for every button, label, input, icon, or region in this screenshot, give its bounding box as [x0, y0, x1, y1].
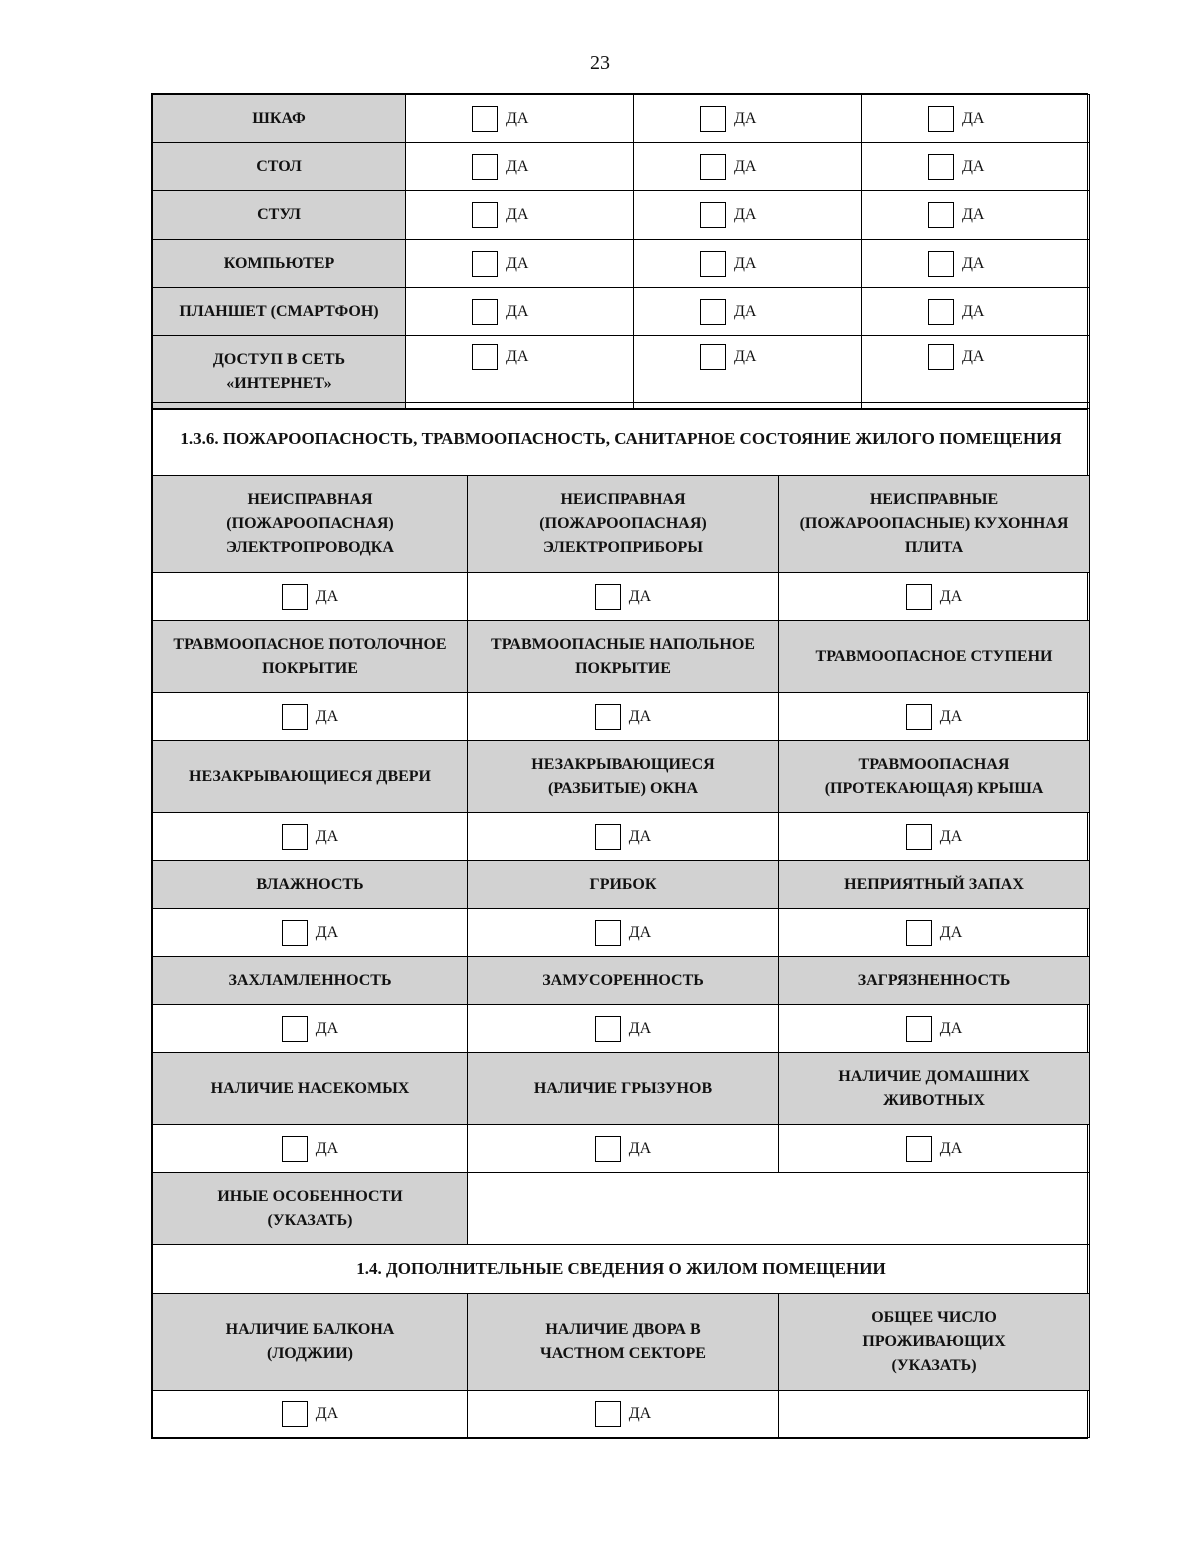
hazard-header-row	[153, 741, 1090, 813]
hazard-answer-row	[153, 909, 1090, 957]
equipment-yes-checkbox[interactable]	[472, 154, 498, 180]
hazard-answer-cell	[153, 1005, 468, 1053]
equipment-yes-checkbox[interactable]	[700, 106, 726, 132]
yes-label: ДА	[628, 1019, 652, 1037]
yes-label: ДА	[962, 206, 985, 223]
balcony-yes-checkbox[interactable]	[282, 1401, 308, 1427]
yes-label: ДА	[506, 348, 529, 365]
yes-label: ДА	[939, 827, 963, 845]
hazard-label: НЕИСПРАВНЫЕ (ПОЖАРООПАСНЫЕ) КУХОННАЯ ПЛИТА	[779, 476, 1090, 573]
hazard-answer-cell	[468, 909, 779, 957]
yes-label: ДА	[939, 587, 963, 605]
yes-label: ДА	[734, 206, 757, 223]
equipment-answer-cell	[862, 191, 1090, 240]
hazard-answer-cell	[468, 1125, 779, 1173]
hazard-header-row	[153, 957, 1090, 1005]
additional-info-label: НАЛИЧИЕ БАЛКОНА (ЛОДЖИИ)	[153, 1294, 468, 1391]
equipment-yes-checkbox[interactable]	[472, 299, 498, 325]
equipment-yes-checkbox[interactable]	[700, 202, 726, 228]
equipment-label: СТУЛ	[153, 191, 406, 240]
yes-label: ДА	[734, 254, 757, 272]
hazard-label: ГРИБОК	[468, 861, 779, 909]
yes-label: ДА	[315, 1019, 339, 1037]
hazard-answer-cell	[779, 813, 1090, 861]
yes-label: ДА	[628, 587, 652, 605]
equipment-yes-checkbox[interactable]	[928, 344, 954, 370]
yes-label: ДА	[962, 302, 985, 320]
hazard-yes-checkbox[interactable]	[595, 1016, 621, 1042]
hazard-yes-checkbox[interactable]	[906, 704, 932, 730]
hazard-answer-cell	[153, 1125, 468, 1173]
hazard-answer-row	[153, 573, 1090, 621]
hazard-yes-checkbox[interactable]	[282, 1016, 308, 1042]
hazard-answer-cell	[779, 909, 1090, 957]
yes-label: ДА	[962, 109, 985, 127]
hazard-answer-cell	[153, 573, 468, 621]
hazard-yes-checkbox[interactable]	[595, 920, 621, 946]
yes-label: ДА	[315, 923, 339, 941]
equipment-yes-checkbox[interactable]	[700, 344, 726, 370]
hazard-answer-cell	[779, 573, 1090, 621]
equipment-answer-cell	[406, 288, 634, 336]
hazard-yes-checkbox[interactable]	[906, 1136, 932, 1162]
hazard-answer-row	[153, 693, 1090, 741]
yes-label: ДА	[315, 1139, 339, 1157]
equipment-yes-checkbox[interactable]	[928, 202, 954, 228]
equipment-yes-checkbox[interactable]	[472, 202, 498, 228]
equipment-answer-cell	[634, 143, 862, 191]
yes-label: ДА	[939, 1019, 963, 1037]
equipment-label: ШКАФ	[153, 95, 406, 143]
other-features-row	[153, 1173, 1090, 1245]
yes-label: ДА	[315, 827, 339, 845]
equipment-answer-cell	[862, 336, 1090, 409]
yes-label: ДА	[734, 348, 757, 365]
yes-label: ДА	[628, 1405, 652, 1422]
equipment-yes-checkbox[interactable]	[700, 251, 726, 277]
equipment-answer-cell	[406, 336, 634, 409]
equipment-table	[151, 93, 1088, 410]
yes-label: ДА	[506, 157, 529, 175]
hazard-header-row	[153, 1053, 1090, 1125]
equipment-row	[153, 143, 1090, 191]
equipment-answer-cell	[862, 288, 1090, 336]
equipment-answer-cell	[634, 95, 862, 143]
equipment-row	[153, 95, 1090, 143]
equipment-answer-cell	[862, 95, 1090, 143]
hazard-label: ТРАВМООПАСНЫЕ НАПОЛЬНОЕ ПОКРЫТИЕ	[468, 621, 779, 693]
section-1-4-title-row	[153, 1245, 1090, 1294]
hazard-yes-checkbox[interactable]	[282, 920, 308, 946]
hazard-yes-checkbox[interactable]	[595, 1136, 621, 1162]
hazard-answer-cell	[779, 1125, 1090, 1173]
hazard-label: НАЛИЧИЕ ДОМАШНИХ ЖИВОТНЫХ	[779, 1053, 1090, 1125]
additional-info-header-row	[153, 1294, 1090, 1391]
hazard-yes-checkbox[interactable]	[282, 1136, 308, 1162]
hazard-label: ЗАМУСОРЕННОСТЬ	[468, 957, 779, 1005]
yes-label: ДА	[939, 707, 963, 725]
hazard-label: ВЛАЖНОСТЬ	[153, 861, 468, 909]
hazard-answer-cell	[468, 1005, 779, 1053]
yes-label: ДА	[962, 254, 985, 272]
equipment-yes-checkbox[interactable]	[928, 106, 954, 132]
hazard-label: НЕЗАКРЫВАЮЩИЕСЯ (РАЗБИТЫЕ) ОКНА	[468, 741, 779, 813]
equipment-yes-checkbox[interactable]	[472, 106, 498, 132]
yes-label: ДА	[315, 587, 339, 605]
hazard-header-row	[153, 476, 1090, 573]
equipment-yes-checkbox[interactable]	[472, 344, 498, 370]
equipment-yes-checkbox[interactable]	[472, 251, 498, 277]
yes-label: ДА	[962, 348, 985, 365]
yard-answer-cell	[468, 1391, 779, 1438]
equipment-yes-checkbox[interactable]	[928, 299, 954, 325]
balcony-answer-cell	[153, 1391, 468, 1438]
hazard-header-row	[153, 861, 1090, 909]
yes-label: ДА	[506, 206, 529, 223]
page-number: 23	[590, 52, 610, 74]
additional-info-answer-row	[153, 1391, 1090, 1438]
equipment-answer-cell	[634, 191, 862, 240]
equipment-yes-checkbox[interactable]	[700, 154, 726, 180]
hazard-label: ЗАХЛАМЛЕННОСТЬ	[153, 957, 468, 1005]
yes-label: ДА	[628, 923, 652, 941]
hazard-yes-checkbox[interactable]	[282, 704, 308, 730]
additional-info-label: НАЛИЧИЕ ДВОРА В ЧАСТНОМ СЕКТОРЕ	[468, 1294, 779, 1391]
hazard-answer-cell	[468, 693, 779, 741]
yes-label: ДА	[734, 302, 757, 320]
hazard-answer-row	[153, 1125, 1090, 1173]
yes-label: ДА	[628, 827, 652, 845]
yes-label: ДА	[506, 109, 529, 127]
hazard-label: НАЛИЧИЕ ГРЫЗУНОВ	[468, 1053, 779, 1125]
hazard-yes-checkbox[interactable]	[282, 584, 308, 610]
yes-label: ДА	[962, 157, 985, 175]
equipment-label: СТОЛ	[153, 143, 406, 191]
yes-label: ДА	[628, 1139, 652, 1157]
yes-label: ДА	[315, 1405, 339, 1422]
equipment-label: ДОСТУП В СЕТЬ «ИНТЕРНЕТ»	[153, 336, 406, 409]
hazard-header-row	[153, 621, 1090, 693]
hazard-answer-cell	[153, 813, 468, 861]
hazard-answer-cell	[779, 693, 1090, 741]
yes-label: ДА	[734, 109, 757, 127]
hazard-answer-cell	[468, 573, 779, 621]
yes-label: ДА	[506, 254, 529, 272]
yard-yes-checkbox[interactable]	[595, 1401, 621, 1427]
yes-label: ДА	[939, 923, 963, 941]
residents-count-field[interactable]	[779, 1391, 1090, 1438]
hazard-answer-cell	[153, 693, 468, 741]
hazard-label: НАЛИЧИЕ НАСЕКОМЫХ	[153, 1053, 468, 1125]
hazard-label: ЗАГРЯЗНЕННОСТЬ	[779, 957, 1090, 1005]
section-1-3-6-title: 1.3.6. ПОЖАРООПАСНОСТЬ, ТРАВМООПАСНОСТЬ, САНИТАРНОЕ СОСТОЯНИЕ ЖИЛОГО ПОМЕЩЕНИЯ	[153, 403, 1090, 476]
hazard-answer-cell	[153, 909, 468, 957]
yes-label: ДА	[506, 302, 529, 320]
hazard-yes-checkbox[interactable]	[906, 1016, 932, 1042]
section-1-4-title: 1.4. ДОПОЛНИТЕЛЬНЫЕ СВЕДЕНИЯ О ЖИЛОМ ПОМЕЩЕНИИ	[153, 1245, 1090, 1294]
equipment-label: КОМПЬЮТЕР	[153, 240, 406, 288]
yes-label: ДА	[628, 707, 652, 725]
equipment-answer-cell	[406, 240, 634, 288]
hazard-yes-checkbox[interactable]	[906, 824, 932, 850]
additional-info-label: ОБЩЕЕ ЧИСЛО ПРОЖИВАЮЩИХ (УКАЗАТЬ)	[779, 1294, 1090, 1391]
other-features-field[interactable]	[468, 1173, 1090, 1245]
equipment-answer-cell	[634, 240, 862, 288]
equipment-row	[153, 191, 1090, 240]
equipment-answer-cell	[406, 143, 634, 191]
equipment-answer-cell	[634, 336, 862, 409]
hazard-yes-checkbox[interactable]	[906, 584, 932, 610]
equipment-yes-checkbox[interactable]	[700, 299, 726, 325]
equipment-label: ПЛАНШЕТ (СМАРТФОН)	[153, 288, 406, 336]
hazard-label: НЕЗАКРЫВАЮЩИЕСЯ ДВЕРИ	[153, 741, 468, 813]
equipment-row	[153, 336, 1090, 409]
hazard-answer-cell	[779, 1005, 1090, 1053]
hazard-label: НЕПРИЯТНЫЙ ЗАПАХ	[779, 861, 1090, 909]
equipment-row	[153, 288, 1090, 336]
equipment-yes-checkbox[interactable]	[928, 251, 954, 277]
yes-label: ДА	[734, 157, 757, 175]
hazard-yes-checkbox[interactable]	[595, 824, 621, 850]
hazard-answer-cell	[468, 813, 779, 861]
hazard-label: ТРАВМООПАСНАЯ (ПРОТЕКАЮЩАЯ) КРЫША	[779, 741, 1090, 813]
yes-label: ДА	[939, 1139, 963, 1157]
equipment-answer-cell	[406, 95, 634, 143]
hazard-label: ТРАВМООПАСНОЕ ПОТОЛОЧНОЕ ПОКРЫТИЕ	[153, 621, 468, 693]
hazard-yes-checkbox[interactable]	[595, 704, 621, 730]
equipment-answer-cell	[634, 288, 862, 336]
hazard-answer-row	[153, 813, 1090, 861]
hazard-label: НЕИСПРАВНАЯ (ПОЖАРООПАСНАЯ) ЭЛЕКТРОПРИБОРЫ	[468, 476, 779, 573]
equipment-answer-cell	[406, 191, 634, 240]
equipment-answer-cell	[862, 143, 1090, 191]
hazard-label: НЕИСПРАВНАЯ (ПОЖАРООПАСНАЯ) ЭЛЕКТРОПРОВОДКА	[153, 476, 468, 573]
hazard-label: ТРАВМООПАСНОЕ СТУПЕНИ	[779, 621, 1090, 693]
equipment-yes-checkbox[interactable]	[928, 154, 954, 180]
other-features-label: ИНЫЕ ОСОБЕННОСТИ (УКАЗАТЬ)	[153, 1173, 468, 1245]
equipment-answer-cell	[862, 240, 1090, 288]
hazard-yes-checkbox[interactable]	[906, 920, 932, 946]
hazard-yes-checkbox[interactable]	[595, 584, 621, 610]
hazard-answer-row	[153, 1005, 1090, 1053]
section-1-3-6-table	[151, 402, 1088, 1439]
hazard-yes-checkbox[interactable]	[282, 824, 308, 850]
yes-label: ДА	[315, 707, 339, 725]
equipment-row	[153, 240, 1090, 288]
